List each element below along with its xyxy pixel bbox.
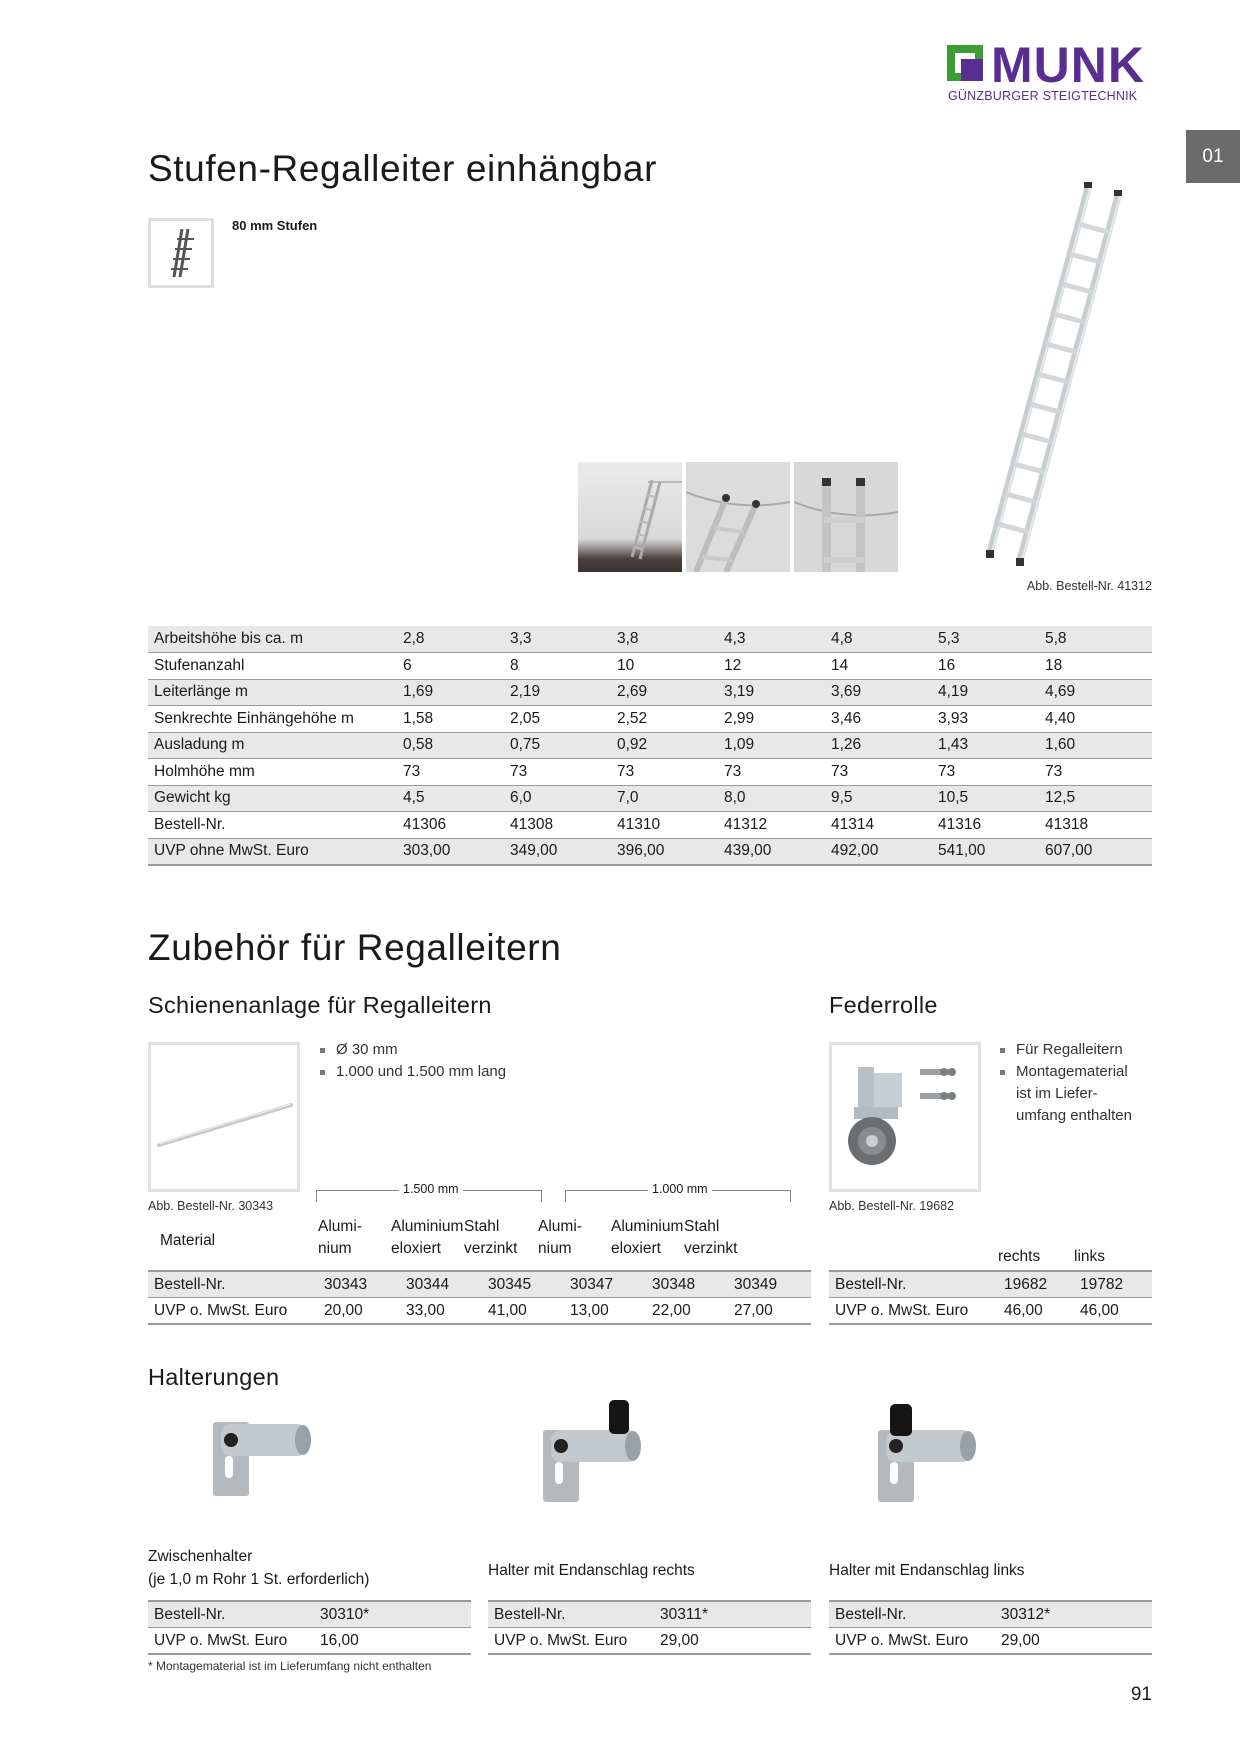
roller-order-right: 19682 — [998, 1271, 1074, 1298]
material-header-line: nium — [318, 1240, 352, 1257]
row-label: Senkrechte Einhängehöhe m — [148, 706, 397, 733]
table-cell: 14 — [825, 653, 932, 680]
holder-3-order-label: Bestell-Nr. — [829, 1601, 995, 1628]
table-cell: 4,8 — [825, 626, 932, 653]
roller-bullet-cont-1: ist im Liefer- — [1016, 1085, 1098, 1102]
material-label: Material — [160, 1232, 216, 1249]
spring-roller-image — [832, 1045, 978, 1189]
table-cell: 41316 — [932, 812, 1039, 839]
table-cell: 30347 — [564, 1271, 646, 1298]
table-cell: 41314 — [825, 812, 932, 839]
table-cell: 41318 — [1039, 812, 1152, 839]
table-cell: 3,19 — [718, 679, 825, 706]
roller-caption: Abb. Bestell-Nr. 19682 — [829, 1199, 955, 1213]
table-cell: 41310 — [611, 812, 718, 839]
roller-col-left: links — [1074, 1248, 1106, 1265]
table-cell: 30349 — [728, 1271, 811, 1298]
table-cell: 73 — [1039, 759, 1152, 786]
table-cell: 492,00 — [825, 838, 932, 865]
holder-1-price-label: UVP o. MwSt. Euro — [148, 1628, 314, 1655]
roller-order-label: Bestell-Nr. — [829, 1271, 998, 1298]
table-cell: 20,00 — [318, 1298, 400, 1325]
table-cell: 439,00 — [718, 838, 825, 865]
table-row — [148, 653, 1152, 680]
roller-price-table — [829, 1270, 1152, 1325]
step-label: 80 mm Stufen — [232, 218, 318, 233]
logo-text: MUNK — [991, 37, 1145, 93]
bracket-1000 — [565, 1182, 791, 1202]
product-title: Stufen-Regalleiter einhängbar — [148, 148, 658, 189]
table-cell: 18 — [1039, 653, 1152, 680]
material-header-line: Aluminium — [611, 1218, 684, 1235]
holder-1-table — [148, 1600, 471, 1655]
roller-heading: Federrolle — [829, 992, 938, 1018]
rail-bullet-1: Ø 30 mm — [318, 1039, 506, 1061]
table-cell: 3,3 — [504, 626, 611, 653]
material-header-line: verzinkt — [464, 1240, 518, 1257]
table-cell: 73 — [932, 759, 1039, 786]
table-cell: 0,92 — [611, 732, 718, 759]
page-number: 91 — [1130, 1684, 1152, 1705]
table-row — [148, 1601, 471, 1628]
material-headers — [318, 1216, 818, 1264]
right-stop-holder-image — [535, 1396, 645, 1510]
table-cell: 10 — [611, 653, 718, 680]
material-header-line: nium — [538, 1240, 572, 1257]
table-cell: 1,09 — [718, 732, 825, 759]
row-label: Holmhöhe mm — [148, 759, 397, 786]
table-cell: 3,93 — [932, 706, 1039, 733]
holder-2-order-label: Bestell-Nr. — [488, 1601, 654, 1628]
ladder-step-icon — [164, 227, 198, 279]
table-cell: 1,43 — [932, 732, 1039, 759]
table-row — [148, 626, 1152, 653]
table-row — [148, 1628, 471, 1655]
table-row — [148, 679, 1152, 706]
rail-caption: Abb. Bestell-Nr. 30343 — [148, 1199, 274, 1213]
table-cell: 16 — [932, 653, 1039, 680]
table-cell: 8,0 — [718, 785, 825, 812]
table-row — [829, 1628, 1152, 1655]
roller-bullet-1: Für Regalleitern — [998, 1039, 1128, 1061]
roller-bullets — [998, 1039, 1128, 1083]
table-cell: 33,00 — [400, 1298, 482, 1325]
usage-photo-3 — [794, 462, 898, 572]
table-cell: 30348 — [646, 1271, 728, 1298]
table-row — [148, 785, 1152, 812]
table-row — [148, 759, 1152, 786]
table-row — [148, 838, 1152, 865]
logo-mark-icon — [947, 45, 983, 81]
row-label: Bestell-Nr. — [148, 812, 397, 839]
table-row — [148, 732, 1152, 759]
table-cell: 303,00 — [397, 838, 504, 865]
table-cell: 22,00 — [646, 1298, 728, 1325]
table-cell: 30344 — [400, 1271, 482, 1298]
rail-bullets — [318, 1039, 506, 1083]
table-row — [148, 812, 1152, 839]
table-cell: 7,0 — [611, 785, 718, 812]
ladder-caption: Abb. Bestell-Nr. 41312 — [1026, 579, 1152, 593]
material-header — [464, 1216, 517, 1260]
row-label: Leiterlänge m — [148, 679, 397, 706]
bracket-1500 — [316, 1182, 542, 1202]
roller-bullet-cont-2: umfang enthalten — [1016, 1107, 1132, 1124]
holder-3-table — [829, 1600, 1152, 1655]
holder-2-price: 29,00 — [654, 1628, 811, 1655]
table-cell: 1,69 — [397, 679, 504, 706]
intermediate-holder-image — [205, 1410, 315, 1510]
table-cell: 4,3 — [718, 626, 825, 653]
group-label-1500: 1.500 mm — [399, 1182, 463, 1196]
material-header-line: verzinkt — [684, 1240, 738, 1257]
munk-logo — [947, 37, 1152, 106]
table-cell: 541,00 — [932, 838, 1039, 865]
material-header — [684, 1216, 737, 1260]
holder-1-order-label: Bestell-Nr. — [148, 1601, 314, 1628]
table-cell: 41312 — [718, 812, 825, 839]
table-cell: 3,8 — [611, 626, 718, 653]
table-cell: 73 — [397, 759, 504, 786]
table-cell: 607,00 — [1039, 838, 1152, 865]
roller-image-frame — [829, 1042, 981, 1192]
table-cell: 73 — [611, 759, 718, 786]
roller-order-left: 19782 — [1074, 1271, 1152, 1298]
row-label: Ausladung m — [148, 732, 397, 759]
material-header-line: Alumi- — [318, 1218, 362, 1235]
table-cell: 3,46 — [825, 706, 932, 733]
table-cell: 1,58 — [397, 706, 504, 733]
roller-col-right: rechts — [998, 1248, 1041, 1265]
row-label: Gewicht kg — [148, 785, 397, 812]
rails-price-table — [148, 1270, 811, 1325]
table-row — [148, 1271, 811, 1298]
table-cell: 10,5 — [932, 785, 1039, 812]
table-cell: 41306 — [397, 812, 504, 839]
table-cell: 73 — [718, 759, 825, 786]
material-header — [318, 1216, 362, 1260]
table-cell: 12,5 — [1039, 785, 1152, 812]
accessories-title: Zubehör für Regalleitern — [148, 927, 562, 968]
table-row — [829, 1601, 1152, 1628]
row-label: Stufenanzahl — [148, 653, 397, 680]
ladder-image — [980, 182, 1130, 567]
material-header-line: Stahl — [684, 1218, 720, 1235]
material-header — [538, 1216, 582, 1260]
holder-1-price: 16,00 — [314, 1628, 471, 1655]
table-cell: 41,00 — [482, 1298, 564, 1325]
row-label: UVP o. MwSt. Euro — [148, 1298, 318, 1325]
holder-2-order: 30311* — [654, 1601, 811, 1628]
table-row — [488, 1601, 811, 1628]
spec-table — [148, 626, 1152, 866]
material-header — [391, 1216, 463, 1260]
left-stop-holder-image — [870, 1396, 980, 1510]
chapter-tab[interactable]: 01 — [1186, 130, 1240, 183]
holder-3-price: 29,00 — [995, 1628, 1152, 1655]
row-label: UVP ohne MwSt. Euro — [148, 838, 397, 865]
material-header-line: Alumi- — [538, 1218, 582, 1235]
table-cell: 4,40 — [1039, 706, 1152, 733]
holder-3-price-label: UVP o. MwSt. Euro — [829, 1628, 995, 1655]
logo-subtitle: GÜNZBURGER STEIGTECHNIK — [948, 89, 1138, 103]
table-cell: 12 — [718, 653, 825, 680]
row-label: Arbeitshöhe bis ca. m — [148, 626, 397, 653]
holder-2-table — [488, 1600, 811, 1655]
material-header-line: Aluminium — [391, 1218, 464, 1235]
table-row — [829, 1298, 1152, 1325]
table-cell: 5,8 — [1039, 626, 1152, 653]
roller-bullet-2: Montagematerial — [998, 1061, 1128, 1083]
table-cell: 2,69 — [611, 679, 718, 706]
table-cell: 1,60 — [1039, 732, 1152, 759]
table-cell: 30343 — [318, 1271, 400, 1298]
table-cell: 8 — [504, 653, 611, 680]
material-header-line: eloxiert — [391, 1240, 441, 1257]
holder-2-price-label: UVP o. MwSt. Euro — [488, 1628, 654, 1655]
table-row — [148, 706, 1152, 733]
table-cell: 6,0 — [504, 785, 611, 812]
table-cell: 1,26 — [825, 732, 932, 759]
table-cell: 0,75 — [504, 732, 611, 759]
holder-1-order: 30310* — [314, 1601, 471, 1628]
table-cell: 73 — [504, 759, 611, 786]
holder-1-name-line2: (je 1,0 m Rohr 1 St. erforderlich) — [148, 1571, 370, 1588]
table-cell: 27,00 — [728, 1298, 811, 1325]
table-cell: 2,05 — [504, 706, 611, 733]
material-header-line: Stahl — [464, 1218, 500, 1235]
holder-2-name: Halter mit Endanschlag rechts — [488, 1562, 695, 1579]
table-cell: 4,69 — [1039, 679, 1152, 706]
table-cell: 4,5 — [397, 785, 504, 812]
rail-image — [151, 1045, 297, 1189]
holders-heading: Halterungen — [148, 1364, 280, 1390]
table-cell: 0,58 — [397, 732, 504, 759]
table-row — [488, 1628, 811, 1655]
holder-1-name: Zwischenhalter — [148, 1548, 253, 1565]
table-cell: 2,19 — [504, 679, 611, 706]
table-cell: 349,00 — [504, 838, 611, 865]
material-header-line: eloxiert — [611, 1240, 661, 1257]
group-label-1000: 1.000 mm — [648, 1182, 712, 1196]
usage-photo-2 — [686, 462, 790, 572]
table-cell: 41308 — [504, 812, 611, 839]
table-cell: 4,19 — [932, 679, 1039, 706]
footnote: * Montagematerial ist im Lieferumfang nicht enthalten — [148, 1659, 432, 1673]
table-cell: 2,52 — [611, 706, 718, 733]
table-cell: 73 — [825, 759, 932, 786]
usage-photo-1 — [578, 462, 682, 572]
rail-image-frame — [148, 1042, 300, 1192]
table-cell: 2,99 — [718, 706, 825, 733]
table-cell: 13,00 — [564, 1298, 646, 1325]
table-cell: 5,3 — [932, 626, 1039, 653]
holder-3-order: 30312* — [995, 1601, 1152, 1628]
roller-price-left: 46,00 — [1074, 1298, 1152, 1325]
roller-price-label: UVP o. MwSt. Euro — [829, 1298, 998, 1325]
table-cell: 9,5 — [825, 785, 932, 812]
roller-price-right: 46,00 — [998, 1298, 1074, 1325]
table-cell: 3,69 — [825, 679, 932, 706]
holder-3-name: Halter mit Endanschlag links — [829, 1562, 1025, 1579]
table-row — [829, 1271, 1152, 1298]
table-cell: 2,8 — [397, 626, 504, 653]
table-cell: 30345 — [482, 1271, 564, 1298]
table-row — [148, 1298, 811, 1325]
rails-heading: Schienenanlage für Regalleitern — [148, 992, 492, 1018]
table-cell: 396,00 — [611, 838, 718, 865]
row-label: Bestell-Nr. — [148, 1271, 318, 1298]
step-icon-box — [148, 218, 214, 288]
material-header — [611, 1216, 683, 1260]
rail-bullet-2: 1.000 und 1.500 mm lang — [318, 1061, 506, 1083]
table-cell: 6 — [397, 653, 504, 680]
